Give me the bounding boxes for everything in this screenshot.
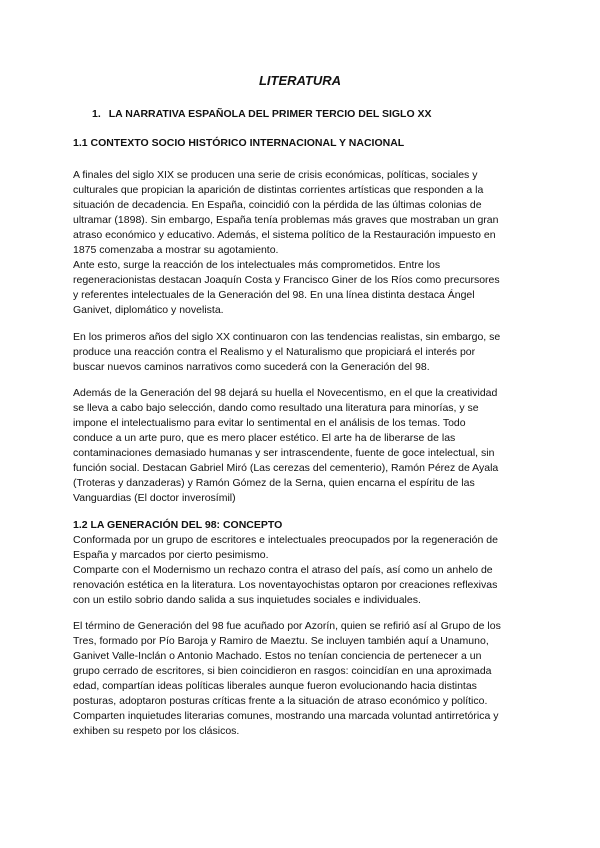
text-line: En los primeros años del siglo XX continuaron con las tendencias realistas, sin embargo, se [73,331,501,343]
text-line: se lleva a cabo bajo selección, dando como resultado una literatura para minorías, y se [73,402,479,414]
page-title: LITERATURA [258,73,342,88]
text-line: renovación estética en la literatura. Los noventayochistas optaron por creaciones reflexivas [73,579,498,591]
text-line: contaminaciones demasiado humanas y ser intrascendente, fuente de goce intelectual, sin [73,447,495,459]
text-line: Comparte con el Modernismo un rechazo contra el atraso del país, así como un anhelo de [73,564,493,576]
text-line: atraso económico y educativo. Además, el sistema político de la Restauración impuesto en [73,229,496,241]
text-line: Ante esto, surge la reacción de los intelectuales más comprometidos. Entre los [73,259,441,271]
text-line: regeneracionistas destacan Joaquín Costa y Francisco Giner de los Ríos como precursores [73,274,500,286]
text-line: España y marcados por cierto pesimismo. [73,549,269,561]
text-line: edad, compartían ideas políticas liberales aunque fueron evolucionando hacia distintas [73,680,477,692]
subsection-title: CONTEXTO SOCIO HISTÓRICO INTERNACIONAL Y NACIONAL [87,137,405,149]
text-line: función social. Destacan Gabriel Miró (Las cerezas del cementerio), Ramón Pérez de Ayala [73,462,499,474]
text-line: Ganivet, diplomático y novelista. [73,304,224,316]
text-line: produce una reacción contra el Realismo y el Naturalismo que propiciará el interés por [73,346,476,358]
text-line: ultramar (1898). Sin embargo, España tenía problemas más graves que mostraban un gran [73,214,499,226]
text-line: Además de la Generación del 98 dejará su huella el Novecentismo, en el que la creatividad [73,387,498,399]
text-line: con un estilo sobrio dando salida a sus inquietudes sociales e individuales. [73,594,421,606]
paragraph-generation-concept [73,533,533,608]
text-line: Conformada por un grupo de escritores e intelectuales preocupados por la regeneración de [73,534,498,546]
text-line: 1875 comenzaba a mostrar su agotamiento. [73,244,279,256]
text-line: El término de Generación del 98 fue acuñado por Azorín, quien se refirió así al Grupo de los [73,620,501,632]
section-title: LA NARRATIVA ESPAÑOLA DEL PRIMER TERCIO DEL SIGLO XX [108,108,432,120]
paragraph-generation-term [73,619,533,739]
text-line: Ganivet Valle-Inclán o Antonio Machado. Estos no tenían conciencia de pertenecer a un [73,650,482,662]
paragraph-early-century [73,330,533,375]
text-line: A finales del siglo XIX se producen una serie de crisis económicas, políticas, sociales y [73,169,478,181]
paragraph-context [73,168,533,318]
paragraph-novecentismo [73,386,533,506]
subsection-heading-1 [73,137,404,149]
text-line: impone el intelectualismo para evitar lo sentimental en el análisis de los temas. Todo [73,417,466,429]
text-line: exhiben su respeto por los clásicos. [73,725,240,737]
text-line: y referentes intelectuales de la Generación del 98. En una línea distinta destaca Ángel [73,289,475,301]
text-line: culturales que propician la aparición de distintas corrientes artísticas que responden a la [73,184,484,196]
text-line: Comparten inquietudes literarias comunes, mostrando una marcada voluntad antirretórica y [73,710,499,722]
text-line: Vanguardias (El doctor inverosímil) [73,492,236,504]
subsection-number: 1.1 [73,137,88,149]
text-line: situación de decadencia. En España, coincidió con la pérdida de las últimas colonias de [73,199,482,211]
text-line: grupo cerrado de escritores, si bien coincidieron en rasgos: coincidían en una aproximada [73,665,492,677]
text-line: posturas, adoptaron posturas críticas frente a la situación de atraso económico y político. [73,695,488,707]
text-line: (Troteras y danzaderas) y Ramón Gómez de la Serna, quien encarna el espíritu de las [73,477,475,489]
text-line: Tres, formado por Pío Baroja y Ramiro de Maeztu. Se incluyen también aquí a Unamuno, [73,635,489,647]
text-line: conduce a un arte puro, que es mero placer estético. El arte ha de liberarse de las [73,432,456,444]
section-number: 1. [92,108,101,120]
section-heading [92,108,432,120]
text-line: buscar nuevos caminos narrativos como sucederá con la Generación del 98. [73,361,430,373]
subsection-heading-2: 1.2 LA GENERACIÓN DEL 98: CONCEPTO [73,519,283,531]
